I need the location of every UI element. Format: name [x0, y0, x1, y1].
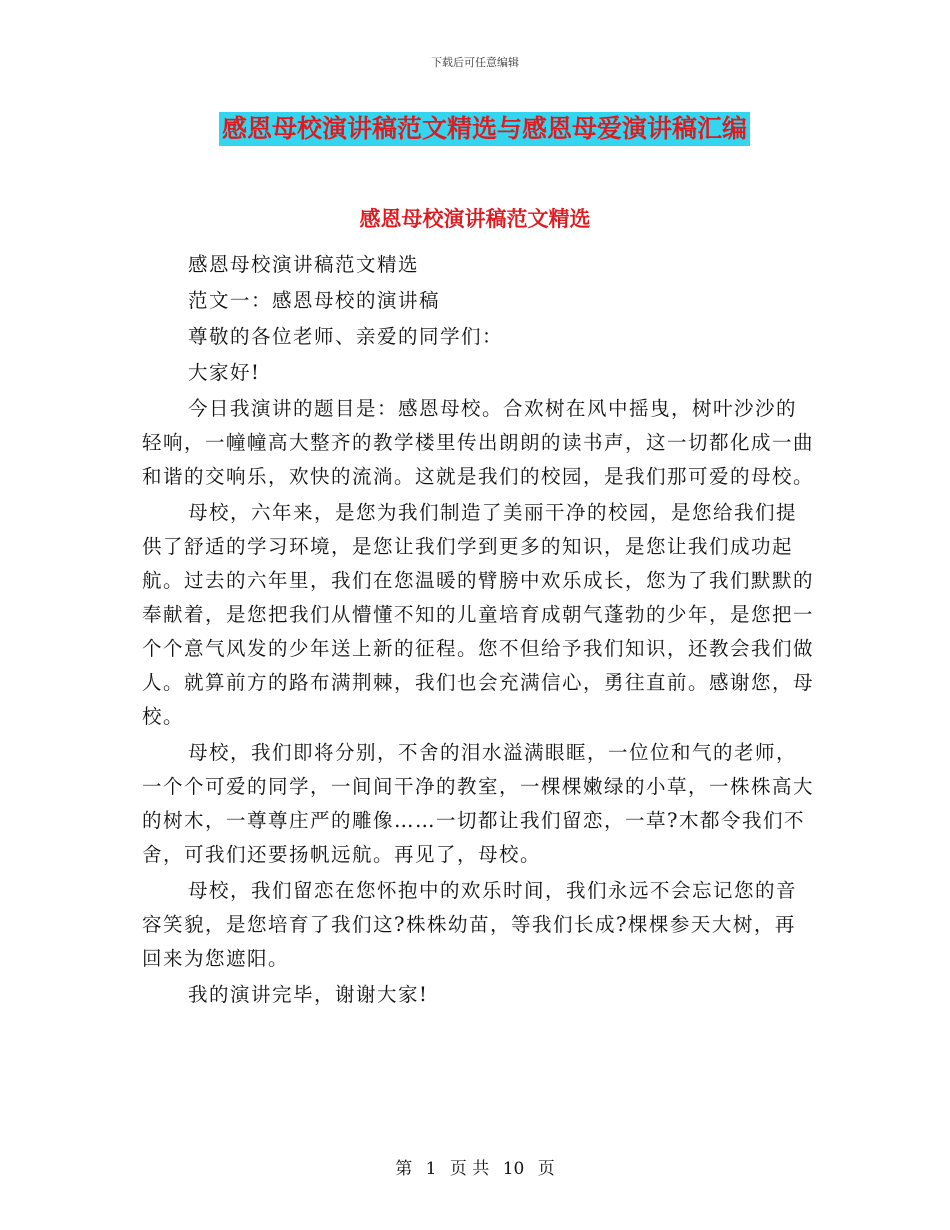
paragraph: 范文一：感恩母校的演讲稿 [188, 289, 441, 312]
footer-suffix: 页 [537, 1159, 555, 1179]
page-total: 10 [502, 1159, 525, 1179]
paragraph: 大家好! [188, 361, 261, 384]
paragraph: 母校，六年来，是您为我们制造了美丽干净的校园，是您给我们提供了舒适的学习环境，是您让我们学到更多的知识，是您让我们成功起航。过去的六年里，我们在您温暖的臂膀中欢乐成长，您为了我们默默的奉献着，是您把我们从懵懂不知的儿童培育成朝气蓬勃的少年，是您把一个个意气风发的少年送上新的征程。您不但给予我们知识，还教会我们做人。就算前方的路布满荆棘，我们也会充满信心，勇往直前。感谢您，母校。 [142, 501, 815, 728]
page-footer [0, 1154, 950, 1179]
paragraph: 母校，我们即将分别，不舍的泪水溢满眼眶，一位位和气的老师，一个个可爱的同学，一间间干净的教室，一棵棵嫩绿的小草，一株株高大的树木，一尊尊庄严的雕像……一切都让我们留恋，一草?木都令我们不舍，可我们还要扬帆远航。再见了，母校。 [142, 741, 815, 866]
document-title: 感恩母校演讲稿范文精选与感恩母爱演讲稿汇编 [219, 112, 750, 146]
paragraph: 尊敬的各位老师、亲爱的同学们： [188, 325, 504, 348]
paragraph: 今日我演讲的题目是：感恩母校。合欢树在风中摇曳，树叶沙沙的轻响，一幢幢高大整齐的教学楼里传出朗朗的读书声，这一切都化成一曲和谐的交响乐，欢快的流淌。这就是我们的校园，是我们那可爱的母校。 [142, 397, 815, 488]
footer-middle: 页 共 [449, 1159, 490, 1179]
section-title: 感恩母校演讲稿范文精选 [359, 206, 591, 231]
paragraph: 感恩母校演讲稿范文精选 [188, 253, 420, 276]
document-body [142, 248, 814, 1014]
page-number: 1 [425, 1159, 437, 1179]
footer-prefix: 第 [395, 1159, 413, 1179]
paragraph: 母校，我们留恋在您怀抱中的欢乐时间，我们永远不会忘记您的音容笑貌，是您培育了我们这?株株幼苗，等我们长成?棵棵参天大树，再回来为您遮阳。 [142, 879, 798, 970]
paragraph: 我的演讲完毕，谢谢大家! [188, 983, 429, 1006]
header-note: 下载后可任意编辑 [431, 56, 519, 69]
